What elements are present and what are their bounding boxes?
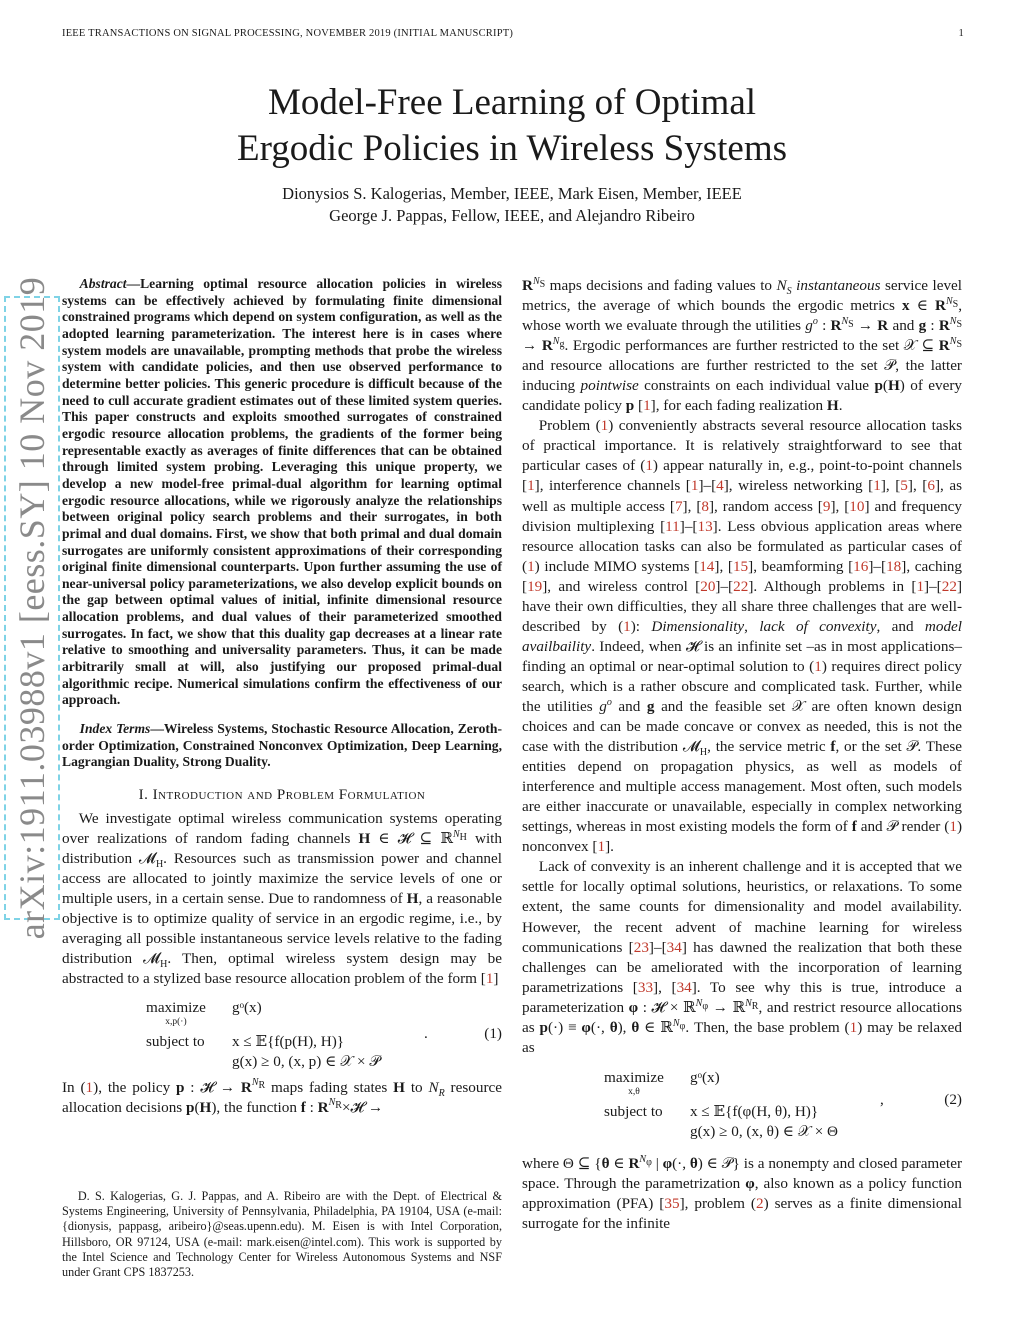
citation-link[interactable]: 1	[485, 970, 494, 988]
authors-line-1: Dionysios S. Kalogerias, Member, IEEE, Mark Eisen, Member, IEEE	[282, 184, 742, 203]
eq1-maximize: maximize x,p(·)	[146, 998, 206, 1027]
citation-link[interactable]: 1	[690, 477, 699, 495]
citation-link[interactable]: 1	[916, 577, 925, 595]
citation-link[interactable]: 6	[927, 477, 935, 495]
intro-paragraph: We investigate optimal wireless communication systems operating over realizations of random fading channels H ∈ 𝓗 ⊆ ℝ$^{N_H}$ with distribution 𝓜$_H$. Resources such as transmission power and channel access are allocated to jointly maximize the service levels of one or multiple users, in a certain sense. Due to randomness of H, a reasonable objective is to optimize quality of service in an ergodic regime, i.e., by averaging all possible instantaneous service levels relative to the fading distribution 𝓜$_H$. Then, optimal wireless system design may be abstracted to a stylized base resource allocation problem of the form [1]	[62, 810, 503, 988]
citation-link[interactable]: 22	[733, 577, 749, 595]
citation-link[interactable]: 20	[700, 577, 716, 595]
eq1-objective: gᵒ(x)	[232, 998, 262, 1016]
paper-title	[0, 80, 1024, 172]
eq2-number: (2)	[944, 1090, 962, 1108]
eq-ref-link[interactable]: 1	[949, 818, 957, 836]
citation-link[interactable]: 4	[716, 477, 724, 495]
citation-link[interactable]: 1	[527, 477, 535, 495]
equation-1	[62, 998, 502, 1072]
citation-link[interactable]: 1	[643, 397, 651, 415]
footnote: D. S. Kalogerias, G. J. Pappas, and A. Ribeiro are with the Dept. of Electrical & Systems Engineering, University of Pennsylvania, Philadelphia, PA 19104, USA (e-mail: {dionysis, pappasg, aribeiro}@seas.upenn.edu). M. Eisen is with Intel Corporation, Hillsboro, OR 97124, USA (e-mail: mark.eisen@intel.com). This work is supported by the Intel Science and Technology Center for Wireless Autonomous Systems and NSF under Grant CPS 1837253.	[62, 1189, 502, 1280]
authors-line-2: George J. Pappas, Fellow, IEEE, and Alejandro Ribeiro	[329, 206, 695, 225]
abstract-label: Abstract	[79, 276, 127, 291]
citation-link[interactable]: 5	[900, 477, 908, 495]
eq2-constraint-2: g(x) ≥ 0, (x, θ) ∈ 𝒳 × Θ	[690, 1122, 839, 1140]
eq1-subject-to: subject to	[146, 1032, 205, 1050]
abstract	[62, 276, 502, 709]
citation-link[interactable]: 33	[637, 978, 654, 996]
eq2-punctuation: ,	[880, 1090, 884, 1108]
eq2-objective: gᵒ(x)	[690, 1068, 720, 1086]
eq-ref-link[interactable]: 1	[527, 557, 535, 575]
citation-link[interactable]: 1	[597, 838, 606, 856]
citation-link[interactable]: 14	[699, 557, 715, 575]
arxiv-stamp[interactable]	[4, 276, 60, 940]
abstract-text: —Learning optimal resource allocation policies in wireless systems can be effectively achieved by formulating finite dimensional constrained programs which depend on system configuration, as well as the adopted learning parameterization. The interest here is in cases where system models are unavailable, prompting methods that probe the wireless system with candidate policies, and then use observed performance to determine better policies. This generic procedure is difficult because of the need to cull accurate gradient estimates out of these limited system queries. This paper constructs and exploits smoothed surrogates of constrained ergodic resource allocation problems, the gradients of the former being representable exactly as averages of finite differences that can be obtained through limited system probing. Leveraging this unique property, we develop a new model-free primal-dual algorithm for learning optimal ergodic resource allocations, while we rigorously analyze the relationships between original policy search problems and their surrogates, in both primal and dual domains. First, we show that both primal and dual domain surrogates are uniformly consistent approximations of their corresponding original finite dimensional counterparts. Upon further assuming the use of near-universal policy parameterizations, we also develop explicit bounds on the gap between optimal values of initial, infinite dimensional resource allocation problems, and dual values of their parameterized smoothed surrogates. In fact, we show that this duality gap decreases at a linear rate relative to smoothing and universality parameters. Thus, it can be made arbitrarily small at will, also justifying our proposed primal-dual algorithmic recipe. Numerical simulations confirm the effectiveness of our approach.	[62, 276, 502, 708]
citation-link[interactable]: 34	[666, 938, 682, 956]
author-block	[0, 183, 1024, 227]
index-terms	[62, 721, 502, 771]
citation-link[interactable]: 10	[849, 497, 865, 515]
eq-ref-link[interactable]: 1	[85, 1078, 94, 1096]
right-paragraph-4: where Θ ⊆ {θ ∈ $R^{N_\varphi}$ | φ(·, θ) ∈ 𝒫} is a nonempty and closed parameter space. Through the parametrization φ, also known as a policy function approximation (PFA) [35], problem (2) serves as a finite dimensional surrogate for the infinite	[522, 1153, 963, 1232]
citation-link[interactable]: 11	[665, 517, 680, 535]
section-heading: I. Introduction and Problem Formulation	[138, 787, 426, 804]
eq-ref-link[interactable]: 1	[849, 1018, 858, 1036]
page-number: 1	[958, 28, 964, 39]
arxiv-id: arXiv:1911.03988v1 [eess.SY] 10 Nov 2019	[12, 276, 52, 940]
eq1-constraint-1: x ≤ 𝔼{f(p(H), H)}	[232, 1032, 345, 1050]
eq1-constraint-2: g(x) ≥ 0, (x, p) ∈ 𝒳 × 𝒫	[232, 1052, 381, 1070]
citation-link[interactable]: 23	[633, 938, 649, 956]
citation-link[interactable]: 35	[664, 1194, 680, 1212]
title-line-2: Ergodic Policies in Wireless Systems	[236, 128, 788, 169]
equation-2	[522, 1062, 962, 1144]
index-terms-label: Index Terms	[79, 721, 151, 737]
running-title: IEEE TRANSACTIONS ON SIGNAL PROCESSING, NOVEMBER 2019 (INITIAL MANUSCRIPT)	[62, 28, 514, 39]
eq-ref-link[interactable]: 2	[755, 1194, 764, 1212]
citation-link[interactable]: 16	[853, 557, 869, 575]
citation-link[interactable]: 8	[701, 497, 709, 515]
eq-ref-link[interactable]: 1	[814, 657, 822, 675]
citation-link[interactable]: 13	[697, 517, 713, 535]
right-column	[522, 276, 962, 1234]
citation-link[interactable]: 22	[941, 577, 957, 595]
right-paragraph-1: $R^{N_S}$ maps decisions and fading values to $N_S$ instantaneous service level metrics, the average of which bounds the ergodic metrics x ∈ $R^{N_S}$, whose worth we evaluate through the utilities $g^o$ : $R^{N_S} \to R$ and g : $R^{N_S} \to R^{N_g}$. Ergodic performances are further restricted to the set 𝒳 ⊆ $R^{N_S}$ and resource allocations are further restricted to the set 𝒫, the latter inducing pointwise constraints on each individual value p(H) of every candidate policy p [1], for each fading realization H.	[522, 275, 963, 415]
title-line-1: Model-Free Learning of Optimal	[267, 82, 757, 123]
eq2-maximize: maximize x,θ	[604, 1068, 664, 1097]
running-header	[62, 28, 964, 39]
eq2-constraint-1: x ≤ 𝔼{f(φ(H, θ), H)}	[690, 1102, 819, 1120]
citation-link[interactable]: 9	[822, 497, 831, 515]
eq2-subject-to: subject to	[604, 1102, 663, 1120]
left-column	[62, 276, 502, 1118]
eq1-number: (1)	[484, 1024, 502, 1042]
index-terms-text: —Wireless Systems, Stochastic Resource Allocation, Zeroth-order Optimization, Constrained Nonconvex Optimization, Deep Learning, Lagrangian Duality, Strong Duality.	[62, 721, 502, 770]
policy-paragraph: In (1), the policy p : 𝓗 → $R^{N_R}$ maps fading states H to $N_R$ resource allocation decisions p(H), the function f : $R^{N_R}\times 𝓗$ →	[62, 1077, 502, 1116]
citation-link[interactable]: 34	[676, 978, 692, 996]
citation-link[interactable]: 18	[886, 557, 902, 575]
eq-ref-link[interactable]: 1	[623, 617, 631, 635]
citation-link[interactable]: 19	[527, 577, 543, 595]
citation-link[interactable]: 15	[732, 557, 749, 575]
citation-link[interactable]: 7	[674, 497, 683, 515]
eq-ref-link[interactable]: 1	[600, 417, 609, 435]
citation-link[interactable]: 1	[873, 477, 881, 495]
eq1-punctuation: .	[424, 1024, 428, 1042]
right-paragraph-2: Problem (1) conveniently abstracts several resource allocation tasks of practical importance. It is relatively straightforward to see that particular cases of (1) appear naturally in, e.g., point-to-point channels [1], interference channels [1]–[4], wireless networking [1], [5], [6], as well as multiple access [7], [8], random access [9], [10] and frequency division multiplexing [11]–[13]. Less obvious application areas where resource allocation tasks can also be formulated as particular cases of (1) include MIMO systems [14], [15], beamforming [16]–[18], caching [19], and wireless control [20]–[22]. Although problems in [1]–[22] have their own difficulties, they all share three challenges that are well-described by (1): Dimensionality, lack of convexity, and model availbaility. Indeed, when 𝓗 is an infinite set –as in most applications– finding an optimal or near-optimal solution to (1) requires direct policy search, which is a rather obscure and complicated task. Further, while the utilities $g^o$ and g and the feasible set 𝒳 are often known design choices and can be made concave or convex as needed, this is not the case with the distribution 𝓜$_H$, the service metric f, or the set 𝒫. These entities depend on propagation physics, as well as models of interference and multiple access management. Most often, such models are either inaccurate or unavailable, especially in complex networking settings, whereas in most existing models the form of f and 𝒫 render (1) nonconvex [1].	[522, 417, 963, 856]
eq-ref-link[interactable]: 1	[645, 457, 653, 475]
right-paragraph-3: Lack of convexity is an inherent challenge and it is accepted that we settle for locally optimal solutions, heuristics, or relaxations. To some extent, the same counts for dimensionality and model availability. However, the recent advent of machine learning for wireless communications [23]–[34] has dawned the realization that both these challenges can be ameliorated with the incorporation of learning parametrizations [33], [34]. To see why this is true, introduce a parameterization φ : 𝓗 × ℝ$^{N_\varphi}$ → ℝ$^{N_R}$, and restrict resource allocations as p(·) ≡ φ(·, θ), θ ∈ ℝ$^{N_\varphi}$. Then, the base problem (1) may be relaxed as	[522, 858, 963, 1056]
